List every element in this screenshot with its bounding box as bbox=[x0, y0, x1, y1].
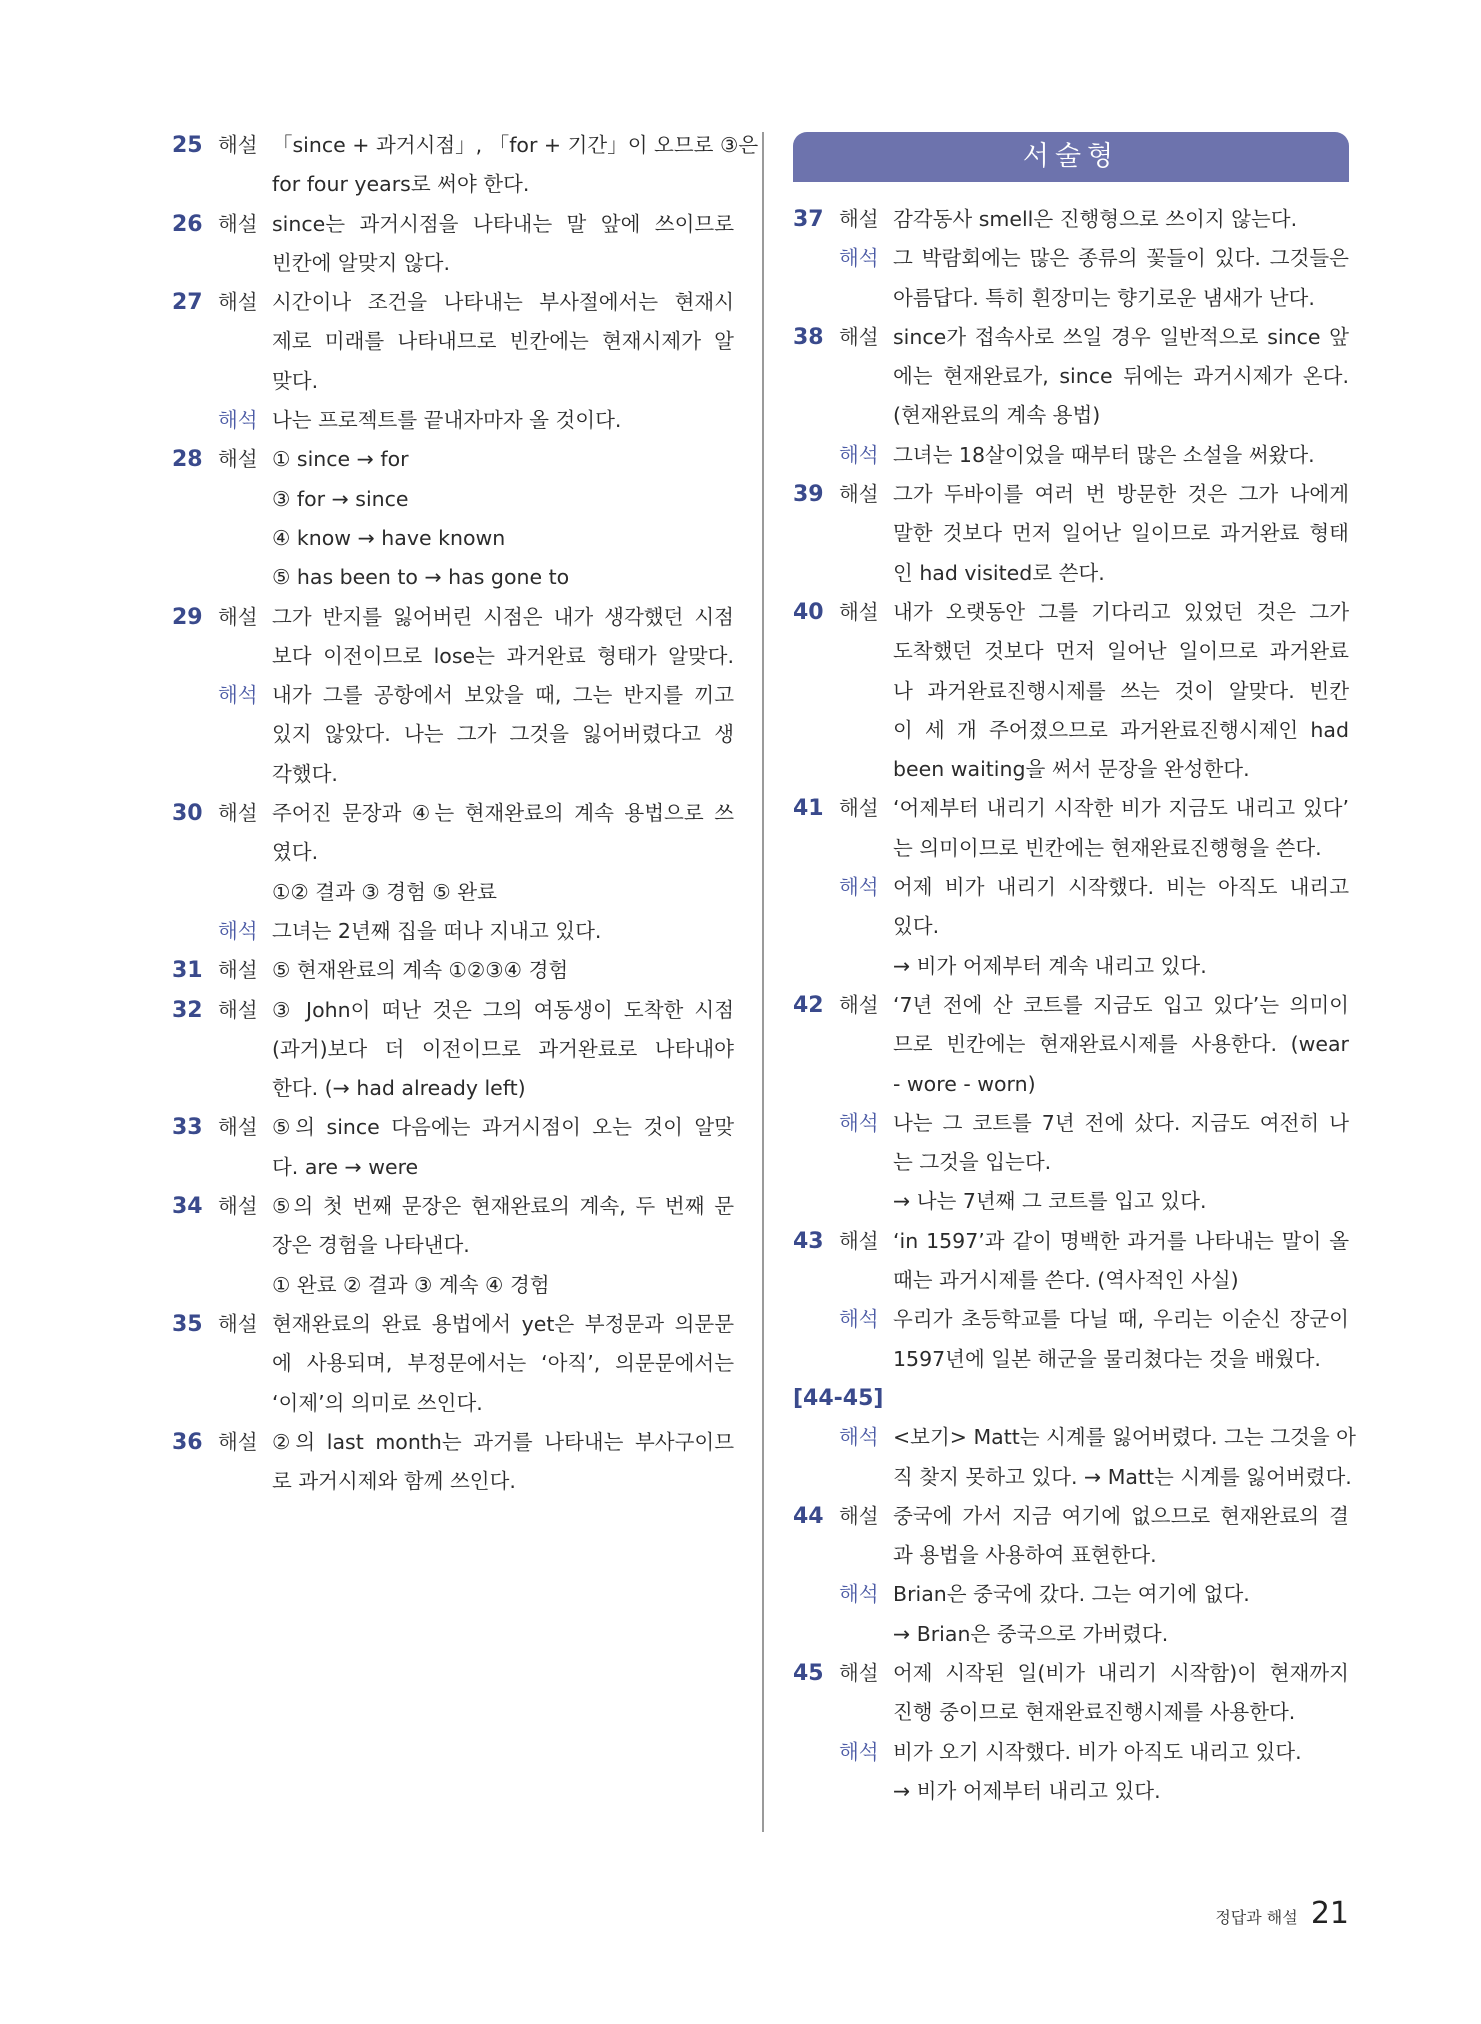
answer-line bbox=[793, 986, 1349, 1025]
translation-tag: 해석 bbox=[839, 875, 879, 900]
answer-line bbox=[793, 475, 1349, 514]
answer-line bbox=[172, 165, 734, 204]
answer-line bbox=[172, 1069, 734, 1108]
explanation-tag: 해설 bbox=[218, 1429, 258, 1454]
answer-line bbox=[793, 789, 1349, 828]
answer-text: 있지 않았다. 나는 그가 그것을 잃어버렸다고 생 bbox=[272, 722, 734, 747]
answer-text: ‘in 1597’과 같이 명백한 과거를 나타내는 말이 올 bbox=[893, 1228, 1349, 1253]
answer-text: 때는 과거시제를 쓴다. (역사적인 사실) bbox=[893, 1268, 1239, 1293]
answer-text: 는 그것을 입는다. bbox=[893, 1150, 1052, 1175]
answer-line bbox=[793, 1065, 1349, 1104]
answer-line bbox=[172, 1423, 734, 1462]
answer-text: 도착했던 것보다 먼저 일어난 일이므로 과거완료 bbox=[893, 639, 1349, 664]
answer-text: 직 찾지 못하고 있다. → Matt는 시계를 잃어버렸다. bbox=[893, 1464, 1352, 1489]
answer-text: 므로 빈칸에는 현재완료시제를 사용한다. (wear bbox=[893, 1032, 1349, 1057]
explanation-tag: 해설 bbox=[839, 1228, 879, 1253]
explanation-tag: 해설 bbox=[839, 1503, 879, 1528]
answer-line bbox=[793, 1733, 1349, 1772]
answer-line bbox=[793, 1182, 1349, 1221]
answer-line bbox=[793, 1104, 1349, 1143]
question-number: 26 bbox=[172, 211, 203, 237]
answer-text: ⑤ 현재완료의 계속 ①②③④ 경험 bbox=[272, 958, 569, 983]
answer-text: 맞다. bbox=[272, 368, 319, 393]
question-number: 45 bbox=[793, 1660, 824, 1686]
answer-line bbox=[793, 829, 1349, 868]
answer-line bbox=[793, 750, 1349, 789]
answer-line bbox=[793, 1418, 1356, 1457]
answer-text: 빈칸에 알맞지 않다. bbox=[272, 250, 450, 275]
translation-tag: 해석 bbox=[839, 1425, 879, 1450]
question-number: 41 bbox=[793, 796, 824, 822]
answer-text: ⑤의 첫 번째 문장은 현재완료의 계속, 두 번째 문 bbox=[272, 1194, 734, 1219]
question-number: 30 bbox=[172, 801, 203, 827]
answer-line bbox=[172, 205, 734, 244]
answer-line bbox=[172, 1384, 734, 1423]
explanation-tag: 해설 bbox=[839, 482, 879, 507]
question-number: 33 bbox=[172, 1115, 203, 1141]
answer-text: 다. are → were bbox=[272, 1154, 419, 1179]
translation-tag: 해석 bbox=[839, 1110, 879, 1135]
explanation-tag: 해설 bbox=[218, 997, 258, 1022]
answer-text: 나는 그 코트를 7년 전에 샀다. 지금도 여전히 나 bbox=[893, 1110, 1349, 1135]
answer-text: 나는 프로젝트를 끝내자마자 올 것이다. bbox=[272, 408, 622, 433]
question-number: 40 bbox=[793, 599, 824, 625]
answer-text: 중국에 가서 지금 여기에 없으므로 현재완료의 결 bbox=[893, 1503, 1349, 1528]
answer-line bbox=[172, 794, 734, 833]
answer-text: 말한 것보다 먼저 일어난 일이므로 과거완료 형태 bbox=[893, 521, 1349, 546]
answer-line bbox=[172, 1108, 734, 1147]
answer-line bbox=[172, 362, 734, 401]
answer-line bbox=[172, 283, 734, 322]
answer-text: since가 접속사로 쓰일 경우 일반적으로 since 앞 bbox=[893, 324, 1349, 349]
answer-line bbox=[793, 593, 1349, 632]
answer-line bbox=[793, 554, 1349, 593]
answer-line bbox=[172, 991, 734, 1030]
answer-text: 주어진 문장과 ④는 현재완료의 계속 용법으로 쓰 bbox=[272, 801, 734, 826]
page-footer bbox=[1200, 1896, 1349, 1931]
answer-text: 그 박람회에는 많은 종류의 꽃들이 있다. 그것들은 bbox=[893, 246, 1349, 271]
answer-text: ‘7년 전에 산 코트를 지금도 입고 있다’는 의미이 bbox=[893, 992, 1349, 1017]
translation-tag: 해석 bbox=[839, 1307, 879, 1332]
answer-text: 현재완료의 완료 용법에서 yet은 부정문과 의문문 bbox=[272, 1311, 734, 1336]
answer-text: 그가 반지를 잃어버린 시점은 내가 생각했던 시점 bbox=[272, 604, 734, 629]
answer-text: 과 용법을 사용하여 표현한다. bbox=[893, 1543, 1157, 1568]
answer-text: ⑤의 since 다음에는 과거시점이 오는 것이 알맞 bbox=[272, 1115, 734, 1140]
answer-line bbox=[793, 514, 1349, 553]
answer-text: 우리가 초등학교를 다닐 때, 우리는 이순신 장군이 bbox=[893, 1307, 1349, 1332]
explanation-tag: 해설 bbox=[218, 1311, 258, 1336]
answer-line bbox=[793, 632, 1349, 671]
answer-line bbox=[172, 440, 734, 479]
answer-line bbox=[172, 244, 734, 283]
answer-text: ⑤ has been to → has gone to bbox=[272, 565, 570, 590]
question-number: 25 bbox=[172, 133, 203, 158]
answer-text: 그녀는 2년째 집을 떠나 지내고 있다. bbox=[272, 918, 602, 943]
answer-line bbox=[793, 711, 1349, 750]
answer-text: ‘이제’의 의미로 쓰인다. bbox=[272, 1390, 483, 1415]
explanation-tag: 해설 bbox=[218, 133, 258, 157]
answer-text: → 비가 어제부터 내리고 있다. bbox=[893, 1778, 1161, 1803]
answer-text: 나 과거완료진행시제를 쓰는 것이 알맞다. 빈칸 bbox=[893, 678, 1349, 703]
answer-text: 어제 비가 내리기 시작했다. 비는 아직도 내리고 bbox=[893, 875, 1349, 900]
answer-text: → Brian은 중국으로 가버렸다. bbox=[893, 1621, 1169, 1646]
answer-line bbox=[172, 873, 734, 912]
translation-tag: 해석 bbox=[839, 1582, 879, 1607]
answer-line bbox=[172, 1187, 734, 1226]
answer-text: 진행 중이므로 현재완료진행시제를 사용한다. bbox=[893, 1700, 1296, 1725]
answer-text: 시간이나 조건을 나타내는 부사절에서는 현재시 bbox=[272, 290, 734, 315]
explanation-tag: 해설 bbox=[839, 992, 879, 1017]
answer-text: since는 과거시점을 나타내는 말 앞에 쓰이므로 bbox=[272, 211, 734, 236]
answer-text: 내가 그를 공항에서 보았을 때, 그는 반지를 끼고 bbox=[272, 683, 734, 708]
answer-text: 어제 시작된 일(비가 내리기 시작함)이 현재까지 bbox=[893, 1660, 1349, 1685]
question-number: 27 bbox=[172, 290, 203, 316]
answer-text: for four years로 써야 한다. bbox=[272, 172, 530, 197]
translation-tag: 해석 bbox=[218, 918, 258, 943]
answer-line bbox=[793, 1536, 1349, 1575]
answer-text: 그가 두바이를 여러 번 방문한 것은 그가 나에게 bbox=[893, 482, 1349, 507]
answer-line bbox=[172, 951, 734, 990]
answer-line bbox=[793, 279, 1349, 318]
answer-text: 아름답다. 특히 흰장미는 향기로운 냄새가 난다. bbox=[893, 285, 1315, 310]
answer-line bbox=[172, 755, 734, 794]
answer-line bbox=[793, 1261, 1349, 1300]
answer-line bbox=[172, 1305, 734, 1344]
explanation-tag: 해설 bbox=[218, 211, 258, 236]
question-number: 31 bbox=[172, 958, 203, 984]
answer-line bbox=[793, 1575, 1349, 1614]
answer-line bbox=[793, 1654, 1349, 1693]
explanation-tag: 해설 bbox=[218, 604, 258, 629]
question-number: 34 bbox=[172, 1194, 203, 1220]
answer-text: (과거)보다 더 이전이므로 과거완료로 나타내야 bbox=[272, 1036, 734, 1061]
answer-line bbox=[172, 480, 734, 519]
answer-line bbox=[172, 833, 734, 872]
answer-text: ‘어제부터 내리기 시작한 비가 지금도 내리고 있다’ bbox=[893, 796, 1349, 821]
answer-line bbox=[172, 1462, 734, 1501]
answer-text: - wore - worn) bbox=[893, 1071, 1036, 1096]
explanation-tag: 해설 bbox=[218, 1194, 258, 1219]
explanation-tag: 해설 bbox=[218, 447, 258, 472]
answer-line bbox=[793, 1379, 1349, 1418]
translation-tag: 해석 bbox=[839, 246, 879, 271]
answer-line bbox=[793, 868, 1349, 907]
answer-text: 이 세 개 주어졌으므로 과거완료진행시제인 had bbox=[893, 717, 1349, 742]
answer-line bbox=[793, 907, 1349, 946]
answer-text: been waiting을 써서 문장을 완성한다. bbox=[893, 757, 1250, 782]
answer-line bbox=[172, 715, 734, 754]
explanation-tag: 해설 bbox=[839, 1660, 879, 1685]
translation-tag: 해석 bbox=[218, 683, 258, 708]
answer-line bbox=[793, 1143, 1349, 1182]
answer-line bbox=[172, 558, 734, 597]
right-column-body bbox=[793, 200, 1356, 1811]
answer-text: 한다. (→ had already left) bbox=[272, 1076, 526, 1101]
answer-line bbox=[793, 357, 1349, 396]
footer-label: 정답과 해설 bbox=[1215, 1908, 1298, 1927]
answer-text: 「since + 과거시점」, 「for + 기간」이 오므로 ③은 bbox=[272, 133, 759, 157]
question-number: 29 bbox=[172, 604, 203, 630]
answer-line bbox=[172, 676, 734, 715]
answer-text: <보기> Matt는 시계를 잃어버렸다. 그는 그것을 아 bbox=[893, 1425, 1356, 1450]
page-number: 21 bbox=[1310, 1896, 1349, 1931]
answer-text: 1597년에 일본 해군을 물리쳤다는 것을 배웠다. bbox=[893, 1346, 1321, 1371]
answer-text: 에 사용되며, 부정문에서는 ‘아직’, 의문문에서는 bbox=[272, 1351, 734, 1376]
answer-text: 였다. bbox=[272, 840, 319, 865]
answer-text: 있다. bbox=[893, 914, 940, 939]
answer-text: 각했다. bbox=[272, 761, 338, 786]
question-number: 35 bbox=[172, 1311, 203, 1337]
answer-line bbox=[172, 598, 734, 637]
explanation-tag: 해설 bbox=[839, 207, 879, 231]
explanation-tag: 해설 bbox=[218, 1115, 258, 1140]
answer-text: ③ John이 떠난 것은 그의 여동생이 도착한 시점 bbox=[272, 997, 734, 1022]
answer-line bbox=[172, 912, 734, 951]
answer-text: 는 의미이므로 빈칸에는 현재완료진행형을 쓴다. bbox=[893, 835, 1322, 860]
translation-tag: 해석 bbox=[218, 408, 258, 433]
explanation-tag: 해설 bbox=[218, 958, 258, 983]
answer-line bbox=[172, 1030, 734, 1069]
answer-text: ①② 결과 ③ 경험 ⑤ 완료 bbox=[272, 879, 497, 904]
explanation-tag: 해설 bbox=[839, 324, 879, 349]
answer-text: ① 완료 ② 결과 ③ 계속 ④ 경험 bbox=[272, 1272, 550, 1297]
translation-tag: 해석 bbox=[839, 1739, 879, 1764]
question-number: 43 bbox=[793, 1228, 824, 1254]
answer-line bbox=[793, 672, 1349, 711]
translation-tag: 해석 bbox=[839, 442, 879, 467]
answer-text: ① since → for bbox=[272, 447, 409, 472]
answer-line bbox=[793, 1340, 1349, 1379]
explanation-tag: 해설 bbox=[218, 801, 258, 826]
answer-text: 제로 미래를 나타내므로 빈칸에는 현재시제가 알 bbox=[272, 329, 734, 354]
left-column bbox=[172, 126, 759, 1501]
answer-line bbox=[172, 519, 734, 558]
answer-text: 비가 오기 시작했다. 비가 아직도 내리고 있다. bbox=[893, 1739, 1302, 1764]
section-banner: 서술형 bbox=[793, 132, 1349, 182]
answer-line bbox=[172, 1226, 734, 1265]
question-number: 39 bbox=[793, 482, 824, 508]
answer-line bbox=[793, 239, 1349, 278]
answer-text: → 비가 어제부터 계속 내리고 있다. bbox=[893, 953, 1207, 978]
question-number: 42 bbox=[793, 992, 824, 1018]
answer-text: 로 과거시제와 함께 쓰인다. bbox=[272, 1469, 516, 1494]
question-number: 28 bbox=[172, 447, 203, 473]
answer-line bbox=[793, 1025, 1349, 1064]
answer-line bbox=[172, 1148, 734, 1187]
question-number: 36 bbox=[172, 1429, 203, 1455]
answer-text: → 나는 7년째 그 코트를 입고 있다. bbox=[893, 1189, 1207, 1214]
right-column bbox=[793, 132, 1356, 1811]
answer-line bbox=[172, 126, 759, 165]
answer-line bbox=[793, 1300, 1349, 1339]
answer-line bbox=[793, 947, 1349, 986]
question-number: 38 bbox=[793, 324, 824, 350]
explanation-tag: 해설 bbox=[218, 290, 258, 315]
explanation-tag: 해설 bbox=[839, 599, 879, 624]
column-divider bbox=[762, 132, 764, 1832]
answer-text: 인 had visited로 쓴다. bbox=[893, 560, 1105, 585]
answer-line bbox=[793, 436, 1349, 475]
section-label: [44-45] bbox=[793, 1385, 884, 1411]
answer-text: 그녀는 18살이었을 때부터 많은 소설을 써왔다. bbox=[893, 442, 1315, 467]
answer-line bbox=[793, 1222, 1349, 1261]
answer-text: (현재완료의 계속 용법) bbox=[893, 403, 1101, 428]
answer-text: Brian은 중국에 갔다. 그는 여기에 없다. bbox=[893, 1582, 1250, 1607]
answer-line bbox=[793, 1615, 1349, 1654]
answer-line bbox=[172, 637, 734, 676]
answer-line bbox=[793, 1458, 1352, 1497]
question-number: 32 bbox=[172, 997, 203, 1023]
explanation-tag: 해설 bbox=[839, 796, 879, 821]
answer-text: 장은 경험을 나타낸다. bbox=[272, 1233, 470, 1258]
answer-line bbox=[793, 318, 1349, 357]
answer-line bbox=[793, 1497, 1349, 1536]
question-number: 44 bbox=[793, 1503, 824, 1529]
answer-line bbox=[793, 200, 1349, 239]
answer-text: 보다 이전이므로 lose는 과거완료 형태가 알맞다. bbox=[272, 643, 734, 668]
answer-line bbox=[793, 1772, 1349, 1811]
answer-line bbox=[172, 1266, 734, 1305]
answer-line bbox=[172, 401, 734, 440]
question-number: 37 bbox=[793, 207, 824, 232]
answer-text: ④ know → have known bbox=[272, 525, 506, 550]
answer-text: ③ for → since bbox=[272, 486, 409, 511]
answer-text: 에는 현재완료가, since 뒤에는 과거시제가 온다. bbox=[893, 364, 1349, 389]
answer-text: 내가 오랫동안 그를 기다리고 있었던 것은 그가 bbox=[893, 599, 1349, 624]
answer-text: 감각동사 smell은 진행형으로 쓰이지 않는다. bbox=[893, 207, 1298, 231]
answer-line bbox=[793, 396, 1349, 435]
answer-line bbox=[172, 1344, 734, 1383]
answer-line bbox=[172, 322, 734, 361]
answer-line bbox=[793, 1693, 1349, 1732]
answer-text: ②의 last month는 과거를 나타내는 부사구이므 bbox=[272, 1429, 734, 1454]
